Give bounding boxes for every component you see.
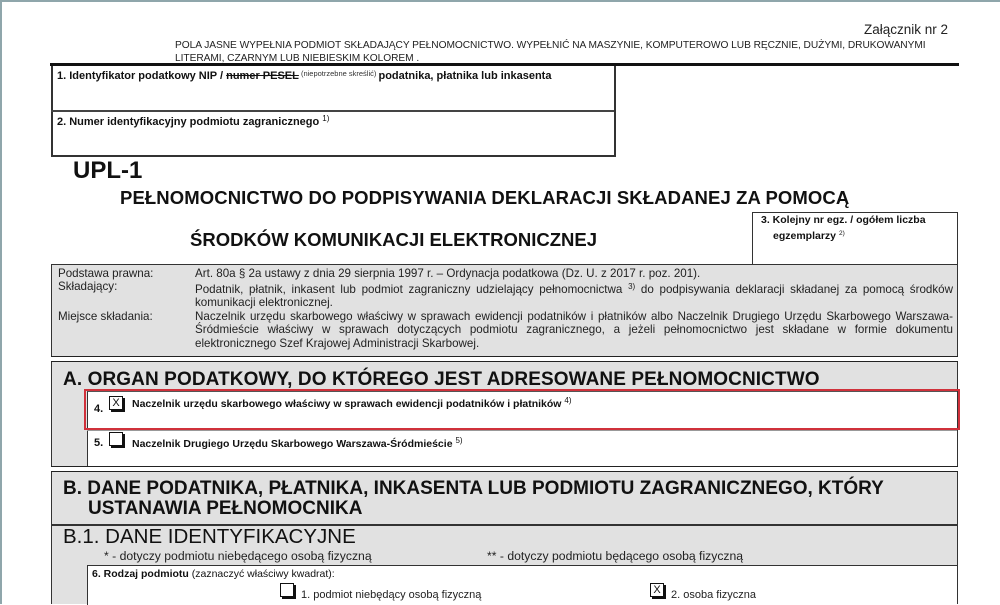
field-1-input[interactable] (57, 84, 607, 108)
field-1-label (57, 69, 551, 82)
b1-note-non-natural-person: * - dotyczy podmiotu niebędącego osobą fizyczną (104, 549, 372, 563)
field-6-option-1-label: 1. podmiot niebędący osobą fizyczną (301, 589, 482, 601)
info-value-place: Naczelnik urzędu skarbowego właściwy w sprawach ewidencji podatników i płatników albo Naczelnik Drugiego Urzędu Skarbowego Warszawa-Śródmieście właściwy w sprawach dotyczących podmiotu zagranicznego, a jeżeli pełnomocnictwo jest składane w formie dokumentu elektronicznego Szef Krajowej Administracji Skarbowej. (195, 310, 953, 350)
info-key-place: Miejsce składania: (58, 310, 153, 323)
field-6-option-1-checkbox[interactable] (280, 583, 294, 597)
section-b-title-line-1: B. DANE PODATNIKA, PŁATNIKA, INKASENTA LUB PODMIOTU ZAGRANICZNEGO, KTÓRY (63, 478, 884, 499)
info-key-submitter: Składający: (58, 280, 118, 293)
section-b1-title: B.1. DANE IDENTYFIKACYJNE (63, 525, 356, 548)
identifier-box-divider (51, 110, 614, 112)
field-3-input[interactable] (756, 240, 952, 262)
form-code: UPL-1 (73, 157, 143, 184)
field-2-label (57, 114, 329, 128)
field-1-note: (niepotrzebne skreślić) (298, 69, 379, 78)
form-title-line-1: PEŁNOMOCNICTWO DO PODPISYWANIA DEKLARACJI SKŁADANEJ ZA POMOCĄ (120, 187, 850, 208)
option-5-label-text: Naczelnik Drugiego Urzędu Skarbowego Warszawa-Śródmieście (132, 438, 453, 450)
info-submitter-footnote: 3) (628, 282, 636, 291)
field-3-label (761, 214, 926, 243)
window-frame-left (0, 0, 2, 604)
window-frame-top (0, 0, 1000, 2)
option-5-footnote: 5) (455, 436, 463, 445)
field-6-label-bold: 6. Rodzaj podmiotu (92, 568, 189, 580)
option-4-label-text: Naczelnik urzędu skarbowego właściwy w sprawach ewidencji podatników i płatników (132, 398, 562, 410)
field-6-label (92, 568, 335, 580)
option-5-label (132, 436, 463, 450)
section-a-title: A. ORGAN PODATKOWY, DO KTÓREGO JEST ADRESOWANE PEŁNOMOCNICTWO (63, 369, 820, 390)
option-4-number: 4. (94, 403, 104, 415)
field-6-option-2-checkbox[interactable]: X (650, 583, 664, 597)
option-4-footnote: 4) (564, 396, 572, 405)
field-1-prefix: 1. Identyfikator podatkowy NIP / (57, 70, 227, 82)
field-3-footnote: 2) (838, 230, 845, 237)
field-6-label-hint: (zaznaczyć właściwy kwadrat): (188, 568, 335, 580)
section-b-title-line-2: USTANAWIA PEŁNOMOCNIKA (88, 498, 363, 519)
info-key-legal-basis: Podstawa prawna: (58, 267, 154, 280)
form-title-line-2: ŚRODKÓW KOMUNIKACJI ELEKTRONICZNEJ (190, 229, 598, 250)
field-3-label-line-2: egzemplarzy (773, 230, 839, 242)
option-5-number: 5. (94, 437, 104, 449)
info-submitter-text-b: do podpisywania deklaracji składanej za pomocą środków komunikacji elektronicznej. (195, 283, 953, 310)
b1-note-natural-person: ** - dotyczy podmiotu będącego osobą fizyczną (487, 549, 744, 563)
field-1-suffix: podatnika, płatnika lub inkasenta (378, 70, 552, 82)
field-2-footnote: 1) (322, 114, 330, 123)
field-2-label-text: 2. Numer identyfikacyjny podmiotu zagranicznego (57, 116, 323, 128)
info-value-legal-basis: Art. 80a § 2a ustawy z dnia 29 sierpnia 1997 r. – Ordynacja podatkowa (Dz. U. z 2017 r. poz. 201). (195, 267, 701, 280)
option-4-checkbox[interactable]: X (109, 396, 123, 410)
info-submitter-text-a: Podatnik, płatnik, inkasent lub podmiot zagraniczny udzielający pełnomocnictwa (195, 283, 629, 296)
info-value-submitter (195, 280, 953, 310)
highlight-box (84, 389, 960, 430)
section-a-options-divider (87, 430, 957, 431)
field-6-option-2-label: 2. osoba fizyczna (671, 589, 756, 601)
annex-label: Załącznik nr 2 (863, 22, 948, 37)
field-1-struck-text: numer PESEL (226, 70, 299, 82)
option-5-checkbox[interactable] (109, 432, 123, 446)
field-3-label-line-1: 3. Kolejny nr egz. / ogółem liczba (761, 214, 926, 226)
field-2-input[interactable] (57, 128, 607, 152)
section-b-title (63, 479, 884, 519)
fill-instructions: POLA JASNE WYPEŁNIA PODMIOT SKŁADAJĄCY PEŁNOMOCNICTWO. WYPEŁNIĆ NA MASZYNIE, KOMPUTEROWO LUB RĘCZNIE, DUŻYMI, DRUKOWANYMI LITERAMI, CZARNYM LUB NIEBIESKIM KOLOREM . (175, 40, 926, 64)
